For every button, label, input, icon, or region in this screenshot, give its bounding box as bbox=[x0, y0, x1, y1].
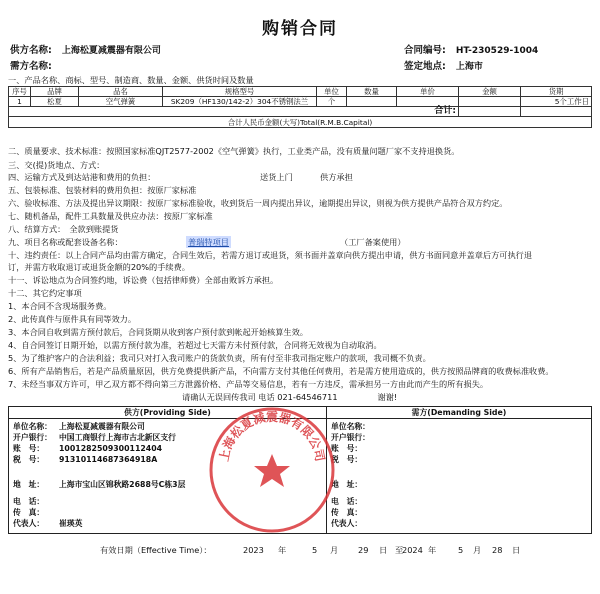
col-header: 序号 bbox=[9, 87, 31, 97]
demander-heading: 需方(Demanding Side) bbox=[327, 407, 592, 419]
thanks-line bbox=[182, 391, 397, 403]
demander-row: 地 址： bbox=[331, 480, 363, 489]
demander-row: 传 真： bbox=[331, 508, 363, 517]
demander-row: 账 号： bbox=[331, 444, 363, 453]
provider-row: 代表人： 崔瑛英 bbox=[13, 519, 83, 528]
demander-row: 电 话： bbox=[331, 497, 363, 506]
supplier-field bbox=[10, 42, 161, 56]
items-table bbox=[8, 86, 592, 128]
total-label: 合计: bbox=[347, 107, 459, 117]
project-name: 普瑞特项目 bbox=[188, 237, 229, 247]
factory-note: （工厂备案使用） bbox=[340, 237, 406, 247]
sign-place-field bbox=[404, 58, 483, 72]
clause-9-label: 九、项目名称或配套设备名称： bbox=[8, 237, 123, 247]
provider-address: 上海市宝山区锦秋路2688号C栋3层 bbox=[59, 480, 186, 489]
clause-10-cont: 订，并需方收取退订或退货金额的20%的手续费。 bbox=[8, 262, 190, 272]
provider-row: 账 号： 1001282509300112404 bbox=[13, 444, 163, 453]
settlement-value: 全款到账提货 bbox=[69, 224, 119, 234]
contract-document: 购销合同 供方名称: 上海松夏减震器有限公司 需方名称: 合同编号: HT-230529-1004 签定地点: 上海市 一、产品名称、商标、型号、制造商、数量、金额、供货时间及数量 序号 品牌 品名 规格型号 单位 数量 单价 金额 货期 1 松夏 空气弹簧 SK209（HF130/142-2）304不锈钢法兰 个 5个工作日 合计: 合计人民币金额(大写)Total(R.M.B.Capital) 二、质量要求、技术标准：按照国家标准QJT2577-2002《空气弹簧》执行，工业类产品，没有质量问题厂家不支持退换货。 三、交(提)货地点、方式： 四、运输方式及到达站港和费用的负担： 送货上门 供方承担 五、包装标准、包装材料的费用负担：按原厂家标准 六、验收标准、方法及提出异议期限：按原厂家标准验收，收到货后一周内提出异议，逾期提出异议，则视为供方提供产品符合双方约定。 七、随机备品，配件工具数量及供应办法：按原厂家标准 八、结算方式： 全款到账提货 九、项目名称或配套设备名称： 普瑞特项目 （工厂备案使用） 十、违约责任：以上合同产品均由需方确定，合同生效后，若需方退订或退货，须书面并盖章向供方提出申请，供方书面同意并盖章后方可执行退 订，并需方收取退订或退货金额的20%的手续费。 十一、诉讼地点为合同签约地，诉讼费（包括律师费）全部由败诉方承担。 十二、其它约定事项 1、本合同不含现场服务费。 2、此传真件与原件具有同等效力。 3、本合同自收到需方预付款后，合同货期从收到客户预付款到帐起开始核算生效。 4、自合同签订日期开始，以需方预付款为准，若超过七天需方未付预付款，合同将无效视为自动取消。 5、为了维护客户的合法利益；我司只对打入我司账户的货款负责，所有付至非我司指定账户的款项，我司概不负责。 6、所有产品销售后，若是产品质量原因，供方免费提供新产品，不向需方支付其他任何费用，若是需方使用造成的，供方按照品牌商的收费标准收费。 7、未经当事双方许可，甲乙双方都不得向第三方泄露价格、产品等交易信息，若有一方违反，需承担另一方由此而产生的所有损失。 请确认无误回传我司 电话 021-64546711 谢谢! 供方(Providing Side) 需方(Demanding Side) 单位名称： 上海松夏减震器有限公司 开户银行： 中国工商银行上海市古北新区支行 账 号： 1001282509300112404 税 号： 91310114687364918A 地 址： 上海市宝山区锦秋路2688号C栋3层 电 话： 传 真： 代表人： 崔瑛英 单位名称： 开户银行： 账 号： 税 号： 地 址： 电 话： 传 真： 代表人： 上海松夏减震器有限公司 有效日期（Effective Time）： 2023 年 5 月 29 日 至 2024 年 5 月 28 日 bbox=[0, 0, 600, 594]
seal-star-icon bbox=[254, 454, 290, 487]
provider-row: 单位名称： 上海松夏减震器有限公司 bbox=[13, 422, 145, 431]
provider-heading: 供方(Providing Side) bbox=[9, 407, 327, 419]
provider-row: 传 真： bbox=[13, 508, 45, 517]
col-header: 金额 bbox=[459, 87, 521, 97]
sign-place-value: 上海市 bbox=[455, 62, 483, 72]
sign-place-label: 签定地点: bbox=[404, 61, 446, 72]
demander-row: 代表人： bbox=[331, 519, 363, 528]
effective-to-month: 5 bbox=[458, 545, 464, 555]
clause-7: 七、随机备品，配件工具数量及供应办法：按原厂家标准 bbox=[8, 211, 213, 221]
provider-company: 上海松夏减震器有限公司 bbox=[59, 422, 145, 431]
effective-from-month: 5 bbox=[312, 545, 318, 555]
term-1: 1、本合同不含现场服务费。 bbox=[8, 301, 112, 311]
col-header: 数量 bbox=[347, 87, 397, 97]
table-cell bbox=[397, 97, 459, 107]
clause-8-label: 八、结算方式： bbox=[8, 224, 66, 234]
effective-from-year: 2023 bbox=[243, 545, 264, 555]
items-header-row bbox=[9, 87, 592, 97]
clause-5: 五、包装标准、包装材料的费用负担：按原厂家标准 bbox=[8, 185, 197, 195]
seal-text: 上海松夏减震器有限公司 bbox=[216, 409, 328, 463]
provider-tax-no: 91310114687364918A bbox=[59, 455, 158, 464]
col-header: 单价 bbox=[397, 87, 459, 97]
term-7: 7、未经当事双方许可，甲乙双方都不得向第三方泄露价格、产品等交易信息，若有一方违反，需承担另一方由此而产生的所有损失。 bbox=[8, 379, 489, 389]
total-row bbox=[9, 107, 592, 117]
company-seal-stamp bbox=[206, 404, 338, 536]
effective-to-year: 2024 bbox=[402, 545, 423, 555]
term-3: 3、本合同自收到需方预付款后，合同货期从收到客户预付款到帐起开始核算生效。 bbox=[8, 327, 308, 337]
provider-bank: 中国工商银行上海市古北新区支行 bbox=[59, 433, 176, 442]
clause-12: 十二、其它约定事项 bbox=[8, 288, 82, 298]
thanks-text: 请确认无误回传我司 电话 021-64546711 bbox=[182, 392, 338, 402]
effective-from-day: 29 bbox=[358, 545, 369, 555]
provider-row: 税 号： 91310114687364918A bbox=[13, 455, 158, 464]
clause-9 bbox=[8, 236, 406, 248]
transport-burden: 供方承担 bbox=[320, 172, 353, 182]
demander-row: 开户银行： bbox=[331, 433, 370, 442]
provider-row: 地 址： 上海市宝山区锦秋路2688号C栋3层 bbox=[13, 480, 186, 489]
clause-2: 二、质量要求、技术标准：按照国家标准QJT2577-2002《空气弹簧》执行，工业类产品，没有质量问题厂家不支持退换货。 bbox=[8, 146, 460, 156]
effective-to-day: 28 bbox=[492, 545, 503, 555]
section-1-heading: 一、产品名称、商标、型号、制造商、数量、金额、供货时间及数量 bbox=[8, 75, 254, 85]
col-header: 品名 bbox=[79, 87, 163, 97]
provider-row: 电 话： bbox=[13, 497, 45, 506]
provider-row: 开户银行： 中国工商银行上海市古北新区支行 bbox=[13, 433, 176, 442]
table-cell: 5个工作日 bbox=[521, 97, 592, 107]
demander-row: 税 号： bbox=[331, 455, 363, 464]
demander-block bbox=[327, 419, 592, 534]
clause-10: 十、违约责任：以上合同产品均由需方确定，合同生效后，若需方退订或退货，须书面并盖章向供方提出申请，供方书面同意并盖章后方可执行退 bbox=[8, 250, 533, 260]
supplier-label: 供方名称: bbox=[10, 45, 52, 56]
clause-3 bbox=[8, 159, 104, 171]
clause-3-label: 三、交(提)货地点、方式： bbox=[8, 160, 105, 170]
table-cell: 1 bbox=[9, 97, 31, 107]
provider-account: 1001282509300112404 bbox=[59, 444, 163, 453]
table-cell bbox=[347, 97, 397, 107]
col-header: 货期 bbox=[521, 87, 592, 97]
clause-4-label: 四、运输方式及到达站港和费用的负担： bbox=[8, 172, 156, 182]
table-row bbox=[9, 97, 592, 107]
clause-11: 十一、诉讼地点为合同签约地，诉讼费（包括律师费）全部由败诉方承担。 bbox=[8, 275, 279, 285]
amount-words: 合计人民币金额(大写)Total(R.M.B.Capital) bbox=[9, 117, 592, 128]
contract-no-field bbox=[404, 42, 538, 56]
provider-representative: 崔瑛英 bbox=[59, 519, 83, 528]
buyer-label: 需方名称: bbox=[10, 61, 52, 72]
contract-no-label: 合同编号: bbox=[404, 45, 446, 56]
thanks-end: 谢谢! bbox=[377, 392, 398, 402]
document-title: 购销合同 bbox=[262, 19, 338, 39]
col-header: 单位 bbox=[317, 87, 347, 97]
table-cell: 空气弹簧 bbox=[79, 97, 163, 107]
term-5: 5、为了维护客户的合法利益；我司只对打入我司账户的货款负责，所有付至非我司指定账户的款项，我司概不负责。 bbox=[8, 353, 431, 363]
col-header: 规格型号 bbox=[163, 87, 317, 97]
term-4: 4、自合同签订日期开始，以需方预付款为准，若超过七天需方未付预付款，合同将无效视为自动取消。 bbox=[8, 340, 382, 350]
contract-no-value: HT-230529-1004 bbox=[455, 46, 539, 56]
term-2: 2、此传真件与原件具有同等效力。 bbox=[8, 314, 137, 324]
amount-words-row bbox=[9, 117, 592, 128]
clause-6: 六、验收标准、方法及提出异议期限：按原厂家标准验收，收到货后一周内提出异议，逾期提出异议，则视为供方提供产品符合双方约定。 bbox=[8, 198, 508, 208]
delivery-method: 送货上门 bbox=[260, 172, 293, 182]
effective-label: 有效日期（Effective Time）： bbox=[100, 545, 212, 555]
table-cell: SK209（HF130/142-2）304不锈钢法兰 bbox=[163, 97, 317, 107]
term-6: 6、所有产品销售后，若是产品质量原因，供方免费提供新产品，不向需方支付其他任何费用，若是需方使用造成的，供方按照品牌商的收费标准收费。 bbox=[8, 366, 554, 376]
table-cell bbox=[459, 97, 521, 107]
clause-4 bbox=[8, 171, 353, 183]
col-header: 品牌 bbox=[31, 87, 79, 97]
buyer-field bbox=[10, 58, 62, 72]
clause-8 bbox=[8, 223, 118, 235]
supplier-value: 上海松夏减震器有限公司 bbox=[61, 46, 161, 56]
table-cell: 个 bbox=[317, 97, 347, 107]
demander-row: 单位名称： bbox=[331, 422, 370, 431]
table-cell: 松夏 bbox=[31, 97, 79, 107]
